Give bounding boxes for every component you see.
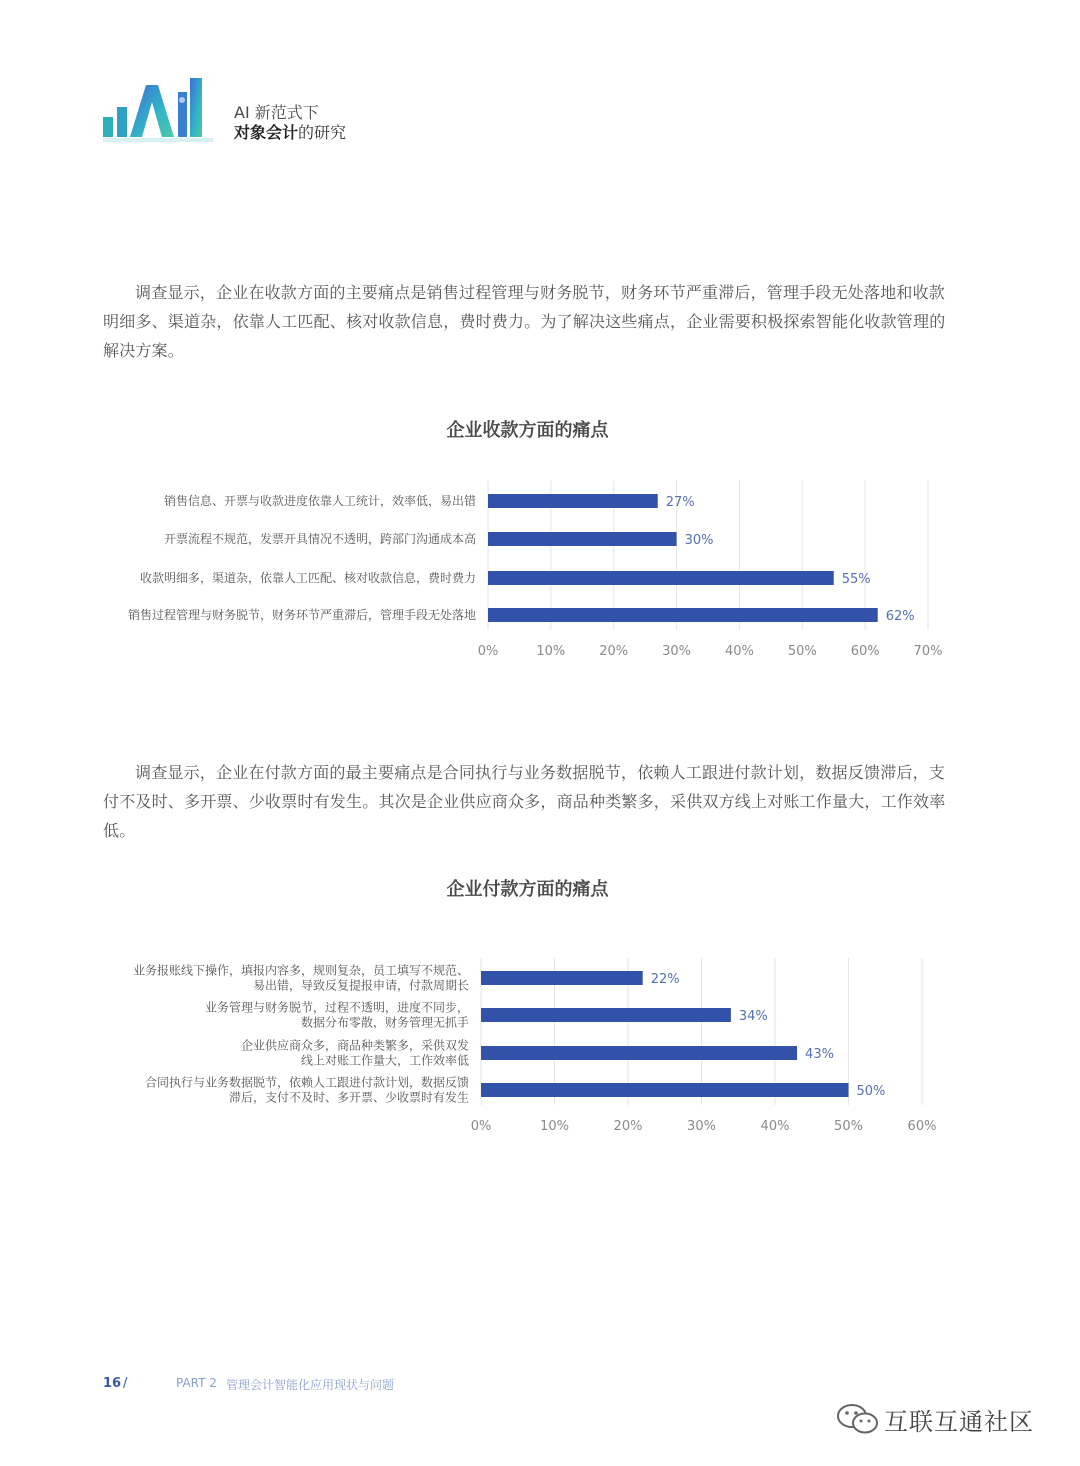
bar — [488, 494, 658, 508]
category-label: 业务报账线下操作，填报内容多，规则复杂，员工填写不规范、 — [132, 963, 469, 978]
paragraph-receivables: 调查显示，企业在收款方面的主要痛点是销售过程管理与财务脱节，财务环节严重滞后，管理手段无处落地和收款明细多、渠道杂，依靠人工匹配、核对收款信息，费时费力。为了解决这些痛点，企业需要积极探索智能化收款管理的解决方案。 — [103, 283, 946, 360]
category-label: 合同执行与业务数据脱节，依赖人工跟进付款计划，数据反馈 — [144, 1075, 469, 1090]
ai-logo — [100, 70, 225, 145]
x-tick-label: 60% — [907, 1119, 937, 1134]
x-tick-label: 20% — [613, 1119, 643, 1134]
bar-value-label: 50% — [856, 1084, 886, 1099]
footer-section-title: 管理会计智能化应用现状与问题 — [226, 1378, 395, 1392]
bar — [488, 608, 878, 622]
footer-slash: / — [123, 1376, 128, 1391]
bar — [481, 1083, 849, 1097]
page-number: 16 — [103, 1376, 122, 1391]
bar-value-label: 27% — [665, 495, 695, 510]
x-tick-label: 30% — [662, 644, 692, 659]
chart1-title: 企业收款方面的痛点 — [446, 420, 609, 441]
bar-value-label: 43% — [805, 1047, 834, 1062]
x-tick-label: 20% — [599, 644, 629, 659]
x-tick-label: 0% — [477, 644, 499, 659]
category-label: 滞后，支付不及时、多开票、少收票时有发生 — [228, 1090, 469, 1105]
bar-value-label: 55% — [841, 572, 871, 587]
wechat-icon — [836, 1402, 880, 1436]
category-label: 开票流程不规范，发票开具情况不透明，跨部门沟通成本高 — [163, 532, 476, 546]
bar — [481, 1046, 797, 1060]
bar-value-label: 62% — [885, 609, 915, 624]
category-label: 销售过程管理与财务脱节，财务环节严重滞后，管理手段无处落地 — [127, 608, 476, 622]
x-tick-label: 40% — [724, 644, 754, 659]
category-label: 企业供应商众多，商品种类繁多，采供双发 — [240, 1038, 469, 1053]
category-label: 销售信息、开票与收款进度依靠人工统计，效率低，易出错 — [163, 494, 476, 508]
chart2-title: 企业付款方面的痛点 — [446, 879, 609, 900]
x-tick-label: 60% — [850, 644, 880, 659]
chart-payables-pain-points — [0, 950, 1080, 1150]
watermark-text: 互联互通社区 — [884, 1408, 1034, 1436]
category-label: 业务管理与财务脱节，过程不透明，进度不同步， — [204, 1000, 469, 1015]
chart-receivables-pain-points — [0, 470, 1080, 670]
x-tick-label: 10% — [536, 644, 566, 659]
category-label: 线上对账工作量大，工作效率低 — [300, 1053, 469, 1068]
x-tick-label: 0% — [470, 1119, 492, 1134]
paragraph-payables: 调查显示，企业在付款方面的最主要痛点是合同执行与业务数据脱节，依赖人工跟进付款计划，数据反馈滞后，支付不及时、多开票、少收票时有发生。其次是企业供应商众多，商品种类繁多，采供双方线上对账工作量大，工作效率低。 — [103, 763, 946, 840]
x-tick-label: 10% — [540, 1119, 569, 1134]
header-title-bold: 对象会计 — [234, 123, 299, 142]
x-tick-label: 70% — [913, 644, 943, 659]
x-tick-label: 50% — [834, 1119, 863, 1134]
category-label: 数据分布零散，财务管理无抓手 — [300, 1015, 469, 1030]
category-label: 收款明细多，渠道杂，依靠人工匹配、核对收款信息，费时费力 — [139, 571, 476, 585]
header-subtitle: AI 新范式下 — [234, 103, 319, 122]
category-label: 易出错，导致反复提报申请，付款周期长 — [252, 978, 469, 993]
x-tick-label: 40% — [760, 1119, 790, 1134]
bar — [488, 571, 834, 585]
bar — [481, 1008, 731, 1022]
bar-value-label: 30% — [684, 533, 714, 548]
footer-part: PART 2 — [176, 1376, 217, 1390]
bar — [481, 971, 643, 985]
bar — [488, 532, 677, 546]
bar-value-label: 34% — [738, 1009, 768, 1024]
bar-value-label: 22% — [650, 972, 680, 987]
header-title-rest: 的研究 — [298, 123, 347, 142]
header-title — [234, 120, 346, 143]
x-tick-label: 30% — [687, 1119, 716, 1134]
x-tick-label: 50% — [787, 644, 817, 659]
